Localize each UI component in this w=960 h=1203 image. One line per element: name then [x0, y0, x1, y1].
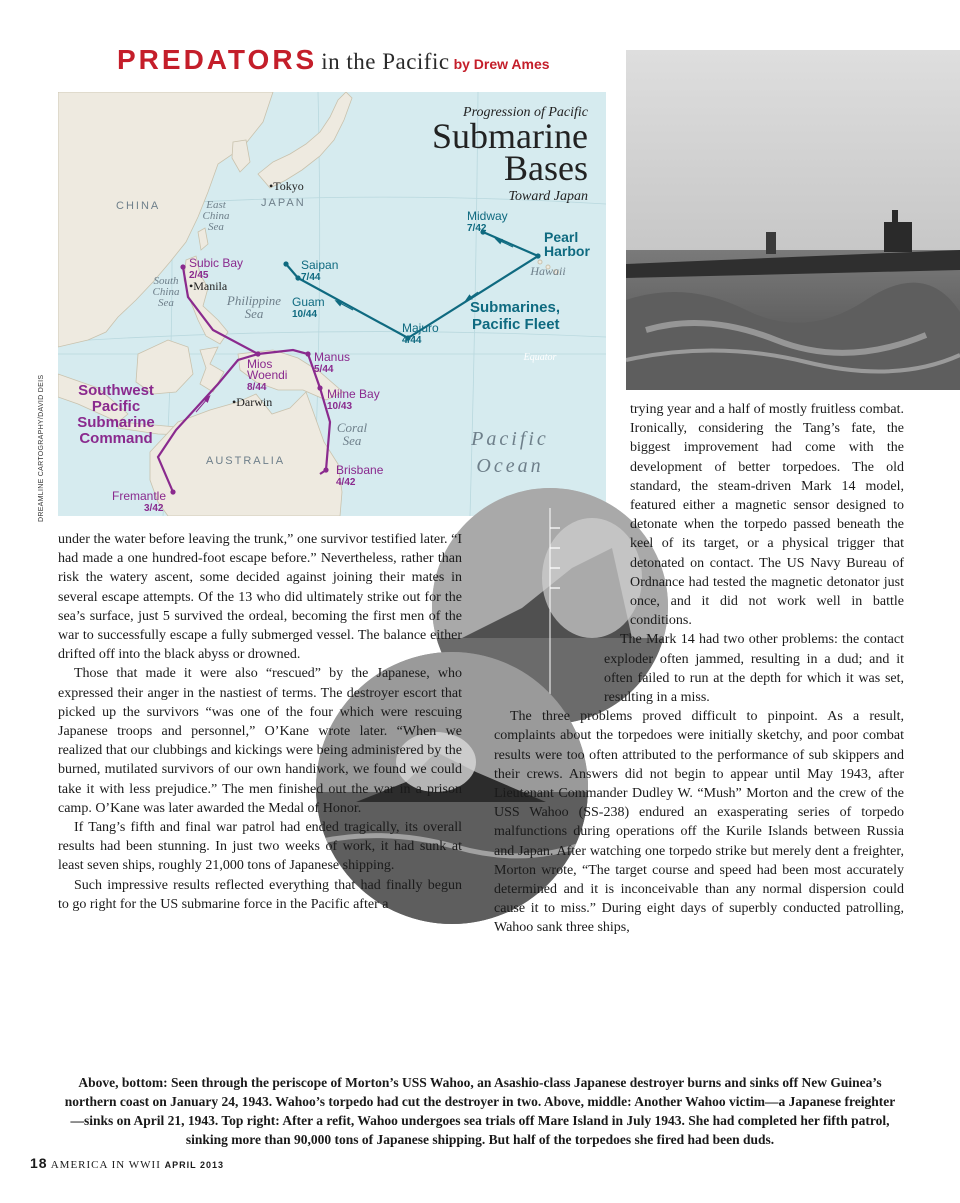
left-paragraph-4: Such impressive results reflected everything that had finally begun to go right for the US submarine force in the Pacific after a — [58, 877, 462, 912]
swp-label-3: Submarine — [77, 414, 155, 431]
base-fremantle-date: 3/42 — [144, 503, 164, 514]
label-hawaii: Hawaii — [530, 264, 566, 278]
label-south-china-sea-2: China — [152, 286, 180, 298]
photo-caption: Above, bottom: Seen through the periscope of Morton’s USS Wahoo, an Asashio-class Japanese destroyer burns and sinks off New Guinea’s northern coast on January 24, 1943. Wahoo’s torpedo had cut the destroyer in two. Above, middle: Another Wahoo victim—a Japanese freighter—sinks on April 21, 1943. Top right: After a refit, Wahoo undergoes sea trials off Mare Island in July 1943. She had completed her fifth patrol, sinking more than 90,000 tons of Japanese shipping. But half of the torpedoes she fired had been duds. — [64, 1075, 896, 1147]
label-coral-sea-1: Coral — [336, 420, 368, 435]
base-majuro: Majuro — [402, 321, 439, 335]
right-paragraph-3: The three problems proved difficult to pinpoint. As a result, complaints about the torpedoes were initially sketchy, and poor combat results were too often attributed to the performance of sub skippers and their crews. Answers did not begin to appear until May 1943, after Lieutenant Commander Dudley W. “Mush” Morton and the crew of the USS Wahoo (SS-238) endured an exasperating series of torpedo malfunctions during operations off the Kurile Islands between Russia and Japan. After watching one torpedo strike but merely dent a freighter, Morton wrote, “The target course and speed had been most accurately determined and it is inconceivable than any normal dispersion could cause it to miss.” During eight days of superbly conducted patrolling, Wahoo sank three ships, — [494, 709, 904, 936]
map-credit-text: DREAMLINE CARTOGRAPHY/DAVID DEIS — [38, 374, 45, 522]
label-australia: AUSTRALIA — [206, 455, 286, 467]
base-mios-date: 8/44 — [247, 382, 267, 393]
label-pacific-2: Ocean — [476, 455, 544, 477]
label-japan: JAPAN — [261, 197, 306, 209]
base-subic-date: 2/45 — [189, 270, 209, 281]
city-manila: •Manila — [189, 279, 228, 293]
photo-spacer-1 — [494, 400, 628, 484]
label-south-china-sea-3: Sea — [158, 297, 174, 309]
issue-date: APRIL 2013 — [164, 1160, 224, 1170]
label-philippine-sea-2: Sea — [244, 306, 264, 321]
left-paragraph-3: If Tang’s fifth and final war patrol had ended tragically, its overall results had been stunning. In just two weeks of work, it had sunk at least seven ships, roughly 21,000 tons of Japanese shipping. — [58, 820, 462, 874]
map-credit — [36, 372, 50, 522]
base-midway-date: 7/42 — [467, 223, 487, 234]
title-rest: in the Pacific — [321, 49, 450, 74]
left-paragraph-2: Those that made it were also “rescued” by the Japanese, who expressed their anger in the nastiest of terms. The destroyer escort that picked up the survivors “was one of the four which were rescuing Japanese troops and personnel,” O’Kane wrote later. “When we realized that our clubbings and kickings were being administered by the burned, mutilated survivors of our own handiwork, we found we could take it with less prejudice.” The men finished out the war in a prison camp. O’Kane was later awarded the Medal of Honor. — [58, 666, 462, 816]
base-subic: Subic Bay — [189, 256, 244, 270]
base-saipan: Saipan — [301, 258, 339, 272]
pacific-fleet-label-2: Pacific Fleet — [472, 316, 560, 333]
base-woendi: Woendi — [247, 368, 288, 382]
city-tokyo: •Tokyo — [269, 179, 304, 193]
base-pearl-1: Pearl — [544, 229, 579, 245]
base-mios: Mios — [247, 357, 273, 371]
right-column — [494, 400, 904, 938]
map-kicker: Progression of Pacific — [463, 105, 588, 120]
right-paragraph-1: trying year and a half of mostly fruitless combat. Ironically, considering the Tang’s fate, the biggest improvement had come with the development of better torpedoes. The old standard, the steam-driven Mark 14 model, featured either a magnetic sensor designed to detonate when the torpedo passed beneath the keel of its target, or a physical trigger that detonated on contact. The US Navy Bureau of Ordnance had tested the magnetic detonator just once, and it did not work well in battle conditions. — [630, 402, 904, 629]
page-footer — [30, 1155, 224, 1171]
base-midway: Midway — [467, 209, 508, 223]
base-saipan-date: 7/44 — [301, 272, 321, 283]
base-brisbane-date: 4/42 — [336, 477, 356, 488]
left-paragraph-1: under the water before leaving the trunk,” one survivor testified later. “I had made a one hundred-foot escape before.” Nevertheless, rather than risk the watery ascent, some decided against joining their mates in several escape attempts. Of the 13 who did ultimately strike out for the sea’s surface, just 5 survived the ordeal, becoming the first men of the war to successfully escape a fully submerged vessel. The balance either drifted off into the black abyss or drowned. — [58, 532, 462, 663]
swp-label-4: Command — [79, 430, 153, 447]
swp-label-2: Pacific — [91, 398, 141, 415]
label-philippine-sea-1: Philippine — [226, 293, 282, 308]
right-paragraph-2: The Mark 14 had two other problems: the contact exploder often jammed, resulting in a dud; and it often failed to run at the depth for which it was set, resulting in a miss. — [604, 632, 904, 706]
pacific-fleet-label-1: Submarines, — [470, 299, 561, 316]
base-pearl-2: Harbor — [544, 243, 590, 259]
label-pacific-1: Pacific — [471, 428, 549, 450]
base-brisbane: Brisbane — [336, 463, 384, 477]
base-manus: Manus — [314, 350, 351, 364]
base-fremantle: Fremantle — [112, 489, 167, 503]
label-east-china-sea-3: Sea — [208, 221, 224, 233]
base-majuro-date: 4/44 — [402, 335, 422, 346]
base-milne-date: 10/43 — [327, 401, 353, 412]
left-column — [58, 530, 462, 914]
base-milne: Milne Bay — [327, 387, 380, 401]
title-predators: PREDATORS — [117, 44, 318, 75]
base-guam-date: 10/44 — [292, 309, 318, 320]
label-equator: Equator — [523, 352, 557, 363]
map-subtitle: Toward Japan — [508, 189, 588, 204]
byline: by Drew Ames — [453, 56, 550, 72]
swp-label-1: Southwest — [78, 382, 154, 399]
label-south-china-sea-1: South — [153, 275, 179, 287]
base-guam: Guam — [292, 295, 325, 309]
magazine-name: AMERICA IN WWII — [50, 1159, 161, 1171]
label-east-china-sea-1: East — [206, 199, 226, 211]
label-coral-sea-2: Sea — [342, 433, 362, 448]
label-east-china-sea-2: China — [202, 210, 230, 222]
base-manus-date: 5/44 — [314, 364, 334, 375]
article-header — [117, 44, 550, 76]
map-title-1: Submarine — [432, 116, 588, 156]
photo-wahoo-sea-trials — [626, 50, 960, 390]
page-number: 18 — [30, 1155, 48, 1171]
label-china: CHINA — [116, 200, 161, 212]
map-title-2: Bases — [504, 148, 588, 188]
city-darwin: •Darwin — [232, 395, 273, 409]
